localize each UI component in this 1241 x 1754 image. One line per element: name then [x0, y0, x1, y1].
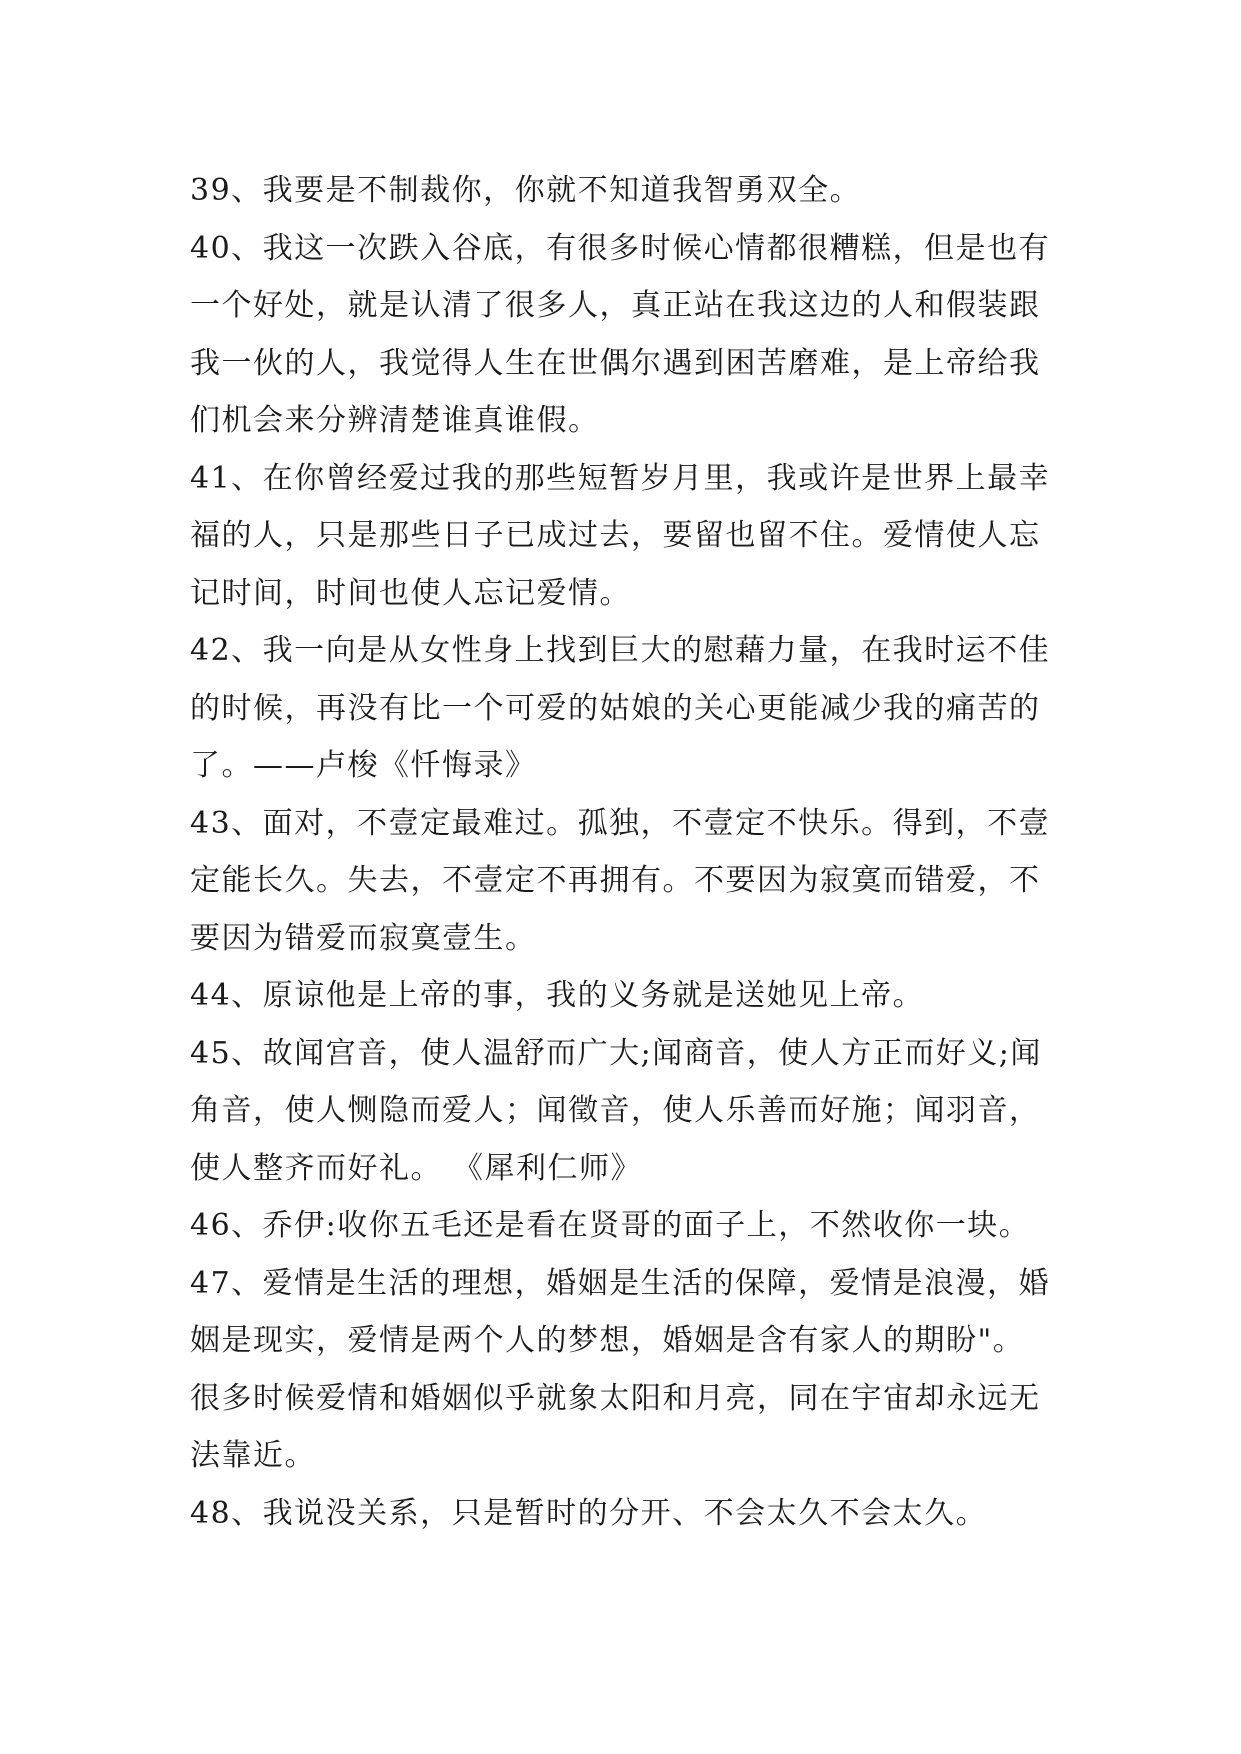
quote-entry-47: 47、爱情是生活的理想，婚姻是生活的保障，爱情是浪漫，婚姻是现实，爱情是两个人的梦想，婚姻是含有家人的期盼"。很多时候爱情和婚姻似乎就象太阳和月亮，同在宇宙却永远无法靠近。 [190, 1265, 1051, 1473]
quote-entry-45: 45、故闻宫音，使人温舒而广大;闻商音，使人方正而好义;闻角音，使人恻隐而爱人；闻徵音，使人乐善而好施；闻羽音，使人整齐而好礼。 《犀利仁师》 [190, 1035, 1042, 1186]
quote-entry-39: 39、我要是不制裁你，你就不知道我智勇双全。 [190, 173, 862, 208]
quote-entry-44: 44、原谅他是上帝的事，我的义务就是送她见上帝。 [190, 978, 925, 1013]
quote-entry-46: 46、乔伊:收你五毛还是看在贤哥的面子上，不然收你一块。 [190, 1208, 1031, 1243]
quote-entry-43: 43、面对，不壹定最难过。孤独，不壹定不快乐。得到，不壹定能长久。失去，不壹定不再拥有。不要因为寂寞而错爱，不要因为错爱而寂寞壹生。 [190, 805, 1051, 956]
quote-entry-40: 40、我这一次跌入谷底，有很多时候心情都很糟糕，但是也有一个好处，就是认清了很多人，真正站在我这边的人和假装跟我一伙的人，我觉得人生在世偶尔遇到困苦磨难，是上帝给我们机会来分辨清楚谁真谁假。 [190, 230, 1051, 438]
quote-entry-48: 48、我说没关系，只是暂时的分开、不会太久不会太久。 [190, 1495, 988, 1531]
quote-entry-42: 42、我一向是从女性身上找到巨大的慰藉力量，在我时运不佳的时候，再没有比一个可爱的姑娘的关心更能减少我的痛苦的了。——卢梭《忏悔录》 [190, 633, 1051, 783]
quote-entry-41: 41、在你曾经爱过我的那些短暂岁月里，我或许是世界上最幸福的人，只是那些日子已成过去，要留也留不住。爱情使人忘记时间，时间也使人忘记爱情。 [190, 460, 1051, 611]
document-body [190, 162, 1052, 1542]
